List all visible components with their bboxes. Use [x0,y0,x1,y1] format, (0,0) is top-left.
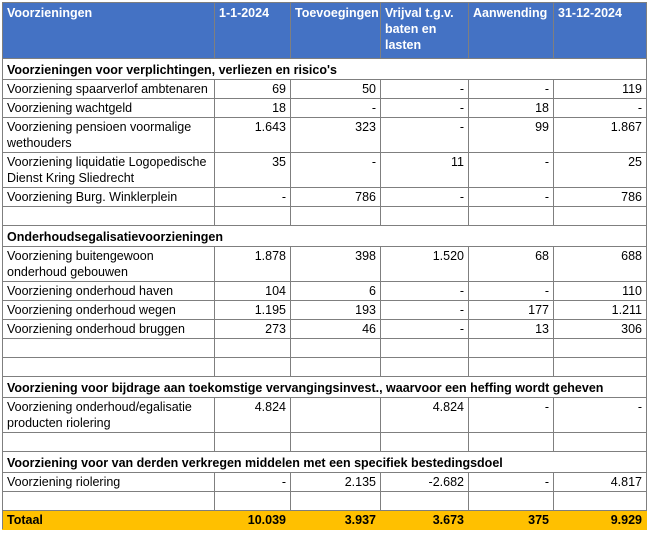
empty-cell [3,358,215,377]
row-label: Voorziening liquidatie Logopedische Dienst Kring Sliedrecht [3,153,215,188]
value-cell: - [381,320,469,339]
table-row [3,247,647,282]
value-cell: 2.135 [291,473,381,492]
row-label: Voorziening onderhoud haven [3,282,215,301]
value-cell: - [469,282,554,301]
value-cell: - [554,398,647,433]
empty-cell [554,433,647,452]
total-cell: 9.929 [554,511,647,530]
empty-cell [291,433,381,452]
header-row [3,3,647,59]
row-label: Voorziening onderhoud/egalisatie producten riolering [3,398,215,433]
table-row [3,320,647,339]
empty-cell [469,492,554,511]
header-cell-end-balance: 31-12-2024 [554,3,647,59]
value-cell: 398 [291,247,381,282]
value-cell: 273 [215,320,291,339]
section-header-row [3,59,647,80]
value-cell: 323 [291,118,381,153]
total-cell: 10.039 [215,511,291,530]
row-label: Voorziening onderhoud wegen [3,301,215,320]
table-row [3,118,647,153]
empty-cell [3,207,215,226]
value-cell: - [381,99,469,118]
voorzieningen-table-wrapper [2,2,647,530]
blank-row [3,492,647,511]
value-cell: 786 [554,188,647,207]
value-cell: 1.520 [381,247,469,282]
empty-cell [215,433,291,452]
section-title: Voorziening voor van derden verkregen middelen met een specifiek bestedingsdoel [3,452,647,473]
empty-cell [469,358,554,377]
value-cell [291,398,381,433]
table-row [3,153,647,188]
total-label: Totaal [3,511,215,530]
value-cell: - [291,153,381,188]
table-row [3,99,647,118]
table-body [3,59,647,511]
row-label: Voorziening riolering [3,473,215,492]
value-cell: 11 [381,153,469,188]
header-cell-aanwending: Aanwending [469,3,554,59]
table-row [3,282,647,301]
value-cell: 6 [291,282,381,301]
row-label: Voorziening onderhoud bruggen [3,320,215,339]
value-cell: -2.682 [381,473,469,492]
value-cell: 99 [469,118,554,153]
empty-cell [215,358,291,377]
value-cell: - [469,398,554,433]
empty-cell [554,207,647,226]
value-cell: 35 [215,153,291,188]
empty-cell [3,433,215,452]
empty-cell [291,339,381,358]
row-label: Voorziening Burg. Winklerplein [3,188,215,207]
value-cell: 306 [554,320,647,339]
row-label: Voorziening buitengewoon onderhoud gebouwen [3,247,215,282]
empty-cell [215,339,291,358]
total-cell: 375 [469,511,554,530]
table-row [3,80,647,99]
blank-row [3,339,647,358]
value-cell: 104 [215,282,291,301]
section-header-row [3,377,647,398]
value-cell: 46 [291,320,381,339]
value-cell: 1.211 [554,301,647,320]
empty-cell [381,207,469,226]
header-cell-toevoegingen: Toevoegingen [291,3,381,59]
empty-cell [469,207,554,226]
empty-cell [291,207,381,226]
header-cell-vrijval: Vrijval t.g.v. baten en lasten [381,3,469,59]
section-title: Voorziening voor bijdrage aan toekomstige vervangingsinvest., waarvoor een heffing wordt geheven [3,377,647,398]
blank-row [3,433,647,452]
value-cell: 13 [469,320,554,339]
value-cell: 50 [291,80,381,99]
section-header-row [3,226,647,247]
value-cell: 1.878 [215,247,291,282]
empty-cell [381,433,469,452]
value-cell: 25 [554,153,647,188]
value-cell: 1.643 [215,118,291,153]
empty-cell [554,358,647,377]
voorzieningen-table [2,2,647,530]
empty-cell [381,339,469,358]
value-cell: 1.195 [215,301,291,320]
value-cell: - [469,80,554,99]
value-cell: 68 [469,247,554,282]
value-cell: - [554,99,647,118]
value-cell: - [381,301,469,320]
value-cell: 18 [215,99,291,118]
empty-cell [469,339,554,358]
empty-cell [291,358,381,377]
blank-row [3,207,647,226]
value-cell: - [381,282,469,301]
empty-cell [3,339,215,358]
section-title: Onderhoudsegalisatievoorzieningen [3,226,647,247]
table-row [3,473,647,492]
section-title: Voorzieningen voor verplichtingen, verliezen en risico's [3,59,647,80]
empty-cell [554,339,647,358]
value-cell: 786 [291,188,381,207]
value-cell: - [291,99,381,118]
value-cell: 4.824 [381,398,469,433]
total-row [3,511,647,530]
empty-cell [291,492,381,511]
value-cell: 110 [554,282,647,301]
value-cell: - [469,473,554,492]
total-cell: 3.673 [381,511,469,530]
value-cell: 119 [554,80,647,99]
section-header-row [3,452,647,473]
value-cell: 1.867 [554,118,647,153]
value-cell: 4.817 [554,473,647,492]
table-row [3,398,647,433]
empty-cell [381,492,469,511]
empty-cell [3,492,215,511]
value-cell: - [215,473,291,492]
value-cell: 193 [291,301,381,320]
blank-row [3,358,647,377]
value-cell: - [381,118,469,153]
empty-cell [469,433,554,452]
empty-cell [215,207,291,226]
table-row [3,301,647,320]
header-cell-begin-balance: 1-1-2024 [215,3,291,59]
row-label: Voorziening pensioen voormalige wethouders [3,118,215,153]
value-cell: - [469,153,554,188]
value-cell: 69 [215,80,291,99]
value-cell: 177 [469,301,554,320]
empty-cell [381,358,469,377]
row-label: Voorziening wachtgeld [3,99,215,118]
table-row [3,188,647,207]
value-cell: - [215,188,291,207]
value-cell: - [381,80,469,99]
value-cell: 4.824 [215,398,291,433]
empty-cell [554,492,647,511]
value-cell: 688 [554,247,647,282]
row-label: Voorziening spaarverlof ambtenaren [3,80,215,99]
total-cell: 3.937 [291,511,381,530]
empty-cell [215,492,291,511]
value-cell: - [469,188,554,207]
header-cell-voorzieningen: Voorzieningen [3,3,215,59]
value-cell: - [381,188,469,207]
value-cell: 18 [469,99,554,118]
